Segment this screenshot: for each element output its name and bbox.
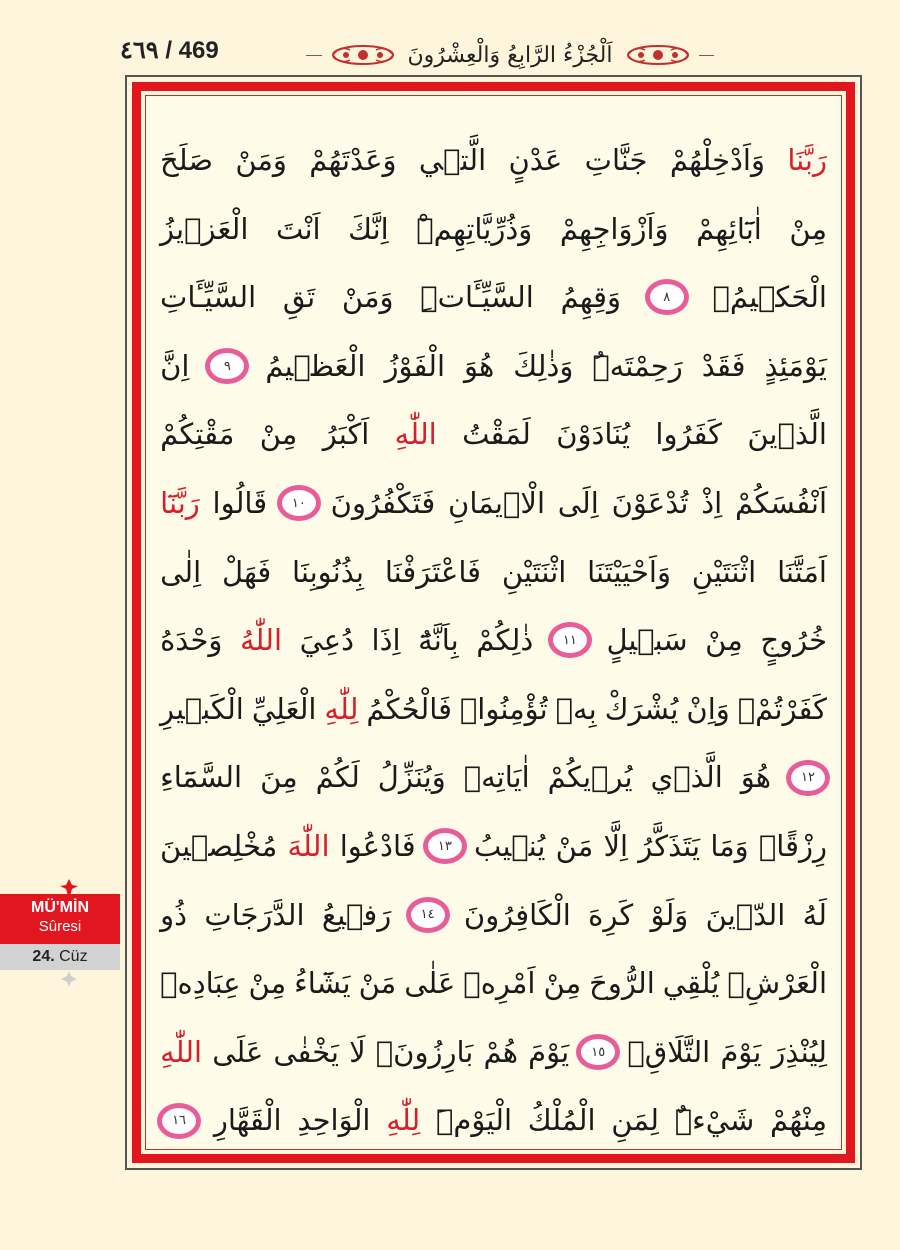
word: اللّٰهِ xyxy=(394,417,437,452)
word: اِلٰى xyxy=(160,554,202,589)
word: لِيُنْذِرَ xyxy=(771,1034,827,1069)
word: وَمَنْ xyxy=(341,280,394,315)
word: مُخْلِص۪ينَ xyxy=(160,828,278,863)
word: وَذُرِّيَّاتِهِمْۜ xyxy=(416,211,533,246)
word: اٰيَاتِه۪ xyxy=(463,760,530,795)
word: اثْنَتَيْنِ xyxy=(691,554,757,589)
word: وَاَدْخِلْهُمْ xyxy=(669,143,765,177)
juz-label-box xyxy=(0,944,120,970)
word: تَقِ xyxy=(282,280,316,315)
text-line xyxy=(160,743,827,812)
word: وَاِنْ xyxy=(686,691,730,726)
word: رَف۪يعُ xyxy=(321,897,392,932)
word: الْعَز۪يزُ xyxy=(160,211,249,246)
text-line xyxy=(160,675,827,744)
word: سَب۪يلٍ xyxy=(606,623,688,658)
word: وَمَا xyxy=(710,828,749,863)
juz-number: 24. xyxy=(32,948,55,965)
word: يَخْفٰى xyxy=(273,1034,340,1069)
fleur-icon xyxy=(60,970,78,988)
word: وَلَوْ xyxy=(650,897,689,932)
word: بِه۪ xyxy=(555,691,597,726)
word: التَّلَاقِۙ xyxy=(627,1034,711,1069)
word: تُدْعَوْنَ xyxy=(611,485,689,520)
word: اِلَّا xyxy=(603,828,629,863)
word: الدَّرَجَاتِ xyxy=(204,897,305,932)
word: هُمْ xyxy=(483,1034,519,1069)
word: هُوَ xyxy=(740,760,772,795)
word: دُعِيَ xyxy=(299,623,354,658)
word: اَمْرِه۪ xyxy=(463,966,536,1001)
word: الَّذ۪ينَ xyxy=(747,417,827,452)
text-line xyxy=(160,1018,827,1087)
word: مِنَ xyxy=(260,760,298,795)
word: لِلّٰهِ xyxy=(386,1103,421,1138)
word: تُؤْمِنُواۜ xyxy=(459,691,548,726)
word: جَنَّاتِ xyxy=(584,143,648,177)
juz-title-bar xyxy=(300,30,720,80)
word: اِذْ xyxy=(701,485,723,520)
text-line xyxy=(160,881,827,950)
word: يَتَذَكَّرُ xyxy=(638,828,701,863)
word: مِنْ xyxy=(543,966,582,1001)
word: اَمَتَّنَا xyxy=(777,554,827,589)
ayah-number-marker: ٨ xyxy=(648,282,686,312)
word: يَوْمَئِذٍ xyxy=(764,348,827,383)
text-line xyxy=(160,263,827,332)
word: اللّٰهَ xyxy=(287,828,330,863)
word: مِنْ xyxy=(705,623,743,658)
ayah-number-marker: ١١ xyxy=(551,625,589,655)
word: وَذٰلِكَ xyxy=(513,348,574,383)
word: فَاعْتَرَفْنَا xyxy=(384,554,482,589)
divider xyxy=(699,55,715,56)
word: يُلْقِي xyxy=(662,966,720,1001)
word: بِاَنَّهُٓ xyxy=(418,623,459,658)
word: مَنْ xyxy=(555,828,594,863)
word: لَمَقْتُ xyxy=(462,417,531,452)
word: رِزْقًاۜ xyxy=(758,828,827,863)
word: يُر۪يكُمْ xyxy=(547,760,633,795)
ayah-number-marker: ١٤ xyxy=(409,900,447,930)
word: وَيُنَزِّلُ xyxy=(377,760,446,795)
text-line xyxy=(160,469,827,538)
word: يُنَادَوْنَ xyxy=(556,417,631,452)
word: الْحَك۪يمُۙ xyxy=(712,280,827,315)
word: رَبَّنَٓا xyxy=(160,485,200,520)
word: الرُّوحَ xyxy=(589,966,655,1001)
word: لَهُ xyxy=(802,897,827,932)
ayah-number-marker: ١٢ xyxy=(789,763,827,793)
text-panel xyxy=(145,95,842,1150)
red-border xyxy=(132,82,855,1163)
divider xyxy=(306,55,322,56)
word: السَّيِّـَٔاتِ xyxy=(160,280,257,315)
word: وَاَحْيَيْتَنَا xyxy=(587,554,671,589)
word: السَّمَٓاءِ xyxy=(160,760,243,795)
word: الْا۪يمَانِ xyxy=(448,485,545,520)
word: وَاَزْوَاجِهِمْ xyxy=(559,211,669,246)
word: فَقَدْ xyxy=(701,348,746,383)
word: يَوْمَ xyxy=(720,1034,762,1069)
word: وَحْدَهُ xyxy=(160,623,223,658)
word: كَفَرْتُمْۚ xyxy=(737,691,827,726)
ayah-number-marker: ١٣ xyxy=(426,831,464,861)
surah-name: MÜ'MİN xyxy=(30,899,89,916)
word: رَحِمْتَهُۜ xyxy=(592,348,683,383)
word: الْيَوْمَۜ xyxy=(436,1103,513,1138)
word: اَنْفُسَكُمْ xyxy=(735,485,827,520)
word: عِبَادِه۪ xyxy=(160,966,241,1001)
word: لِمَنِ xyxy=(611,1103,659,1138)
word: وَقِهِمُ xyxy=(560,280,622,315)
word: لِلّٰهِ xyxy=(324,691,359,726)
word: قَالُوا xyxy=(212,485,268,520)
text-line xyxy=(160,949,827,1018)
word: يُن۪يبُ xyxy=(474,828,546,863)
word: مِنْهُمْ xyxy=(770,1103,827,1138)
word: اِذَا xyxy=(371,623,401,658)
word: شَيْءٌۜ xyxy=(674,1103,755,1138)
word: لَا xyxy=(349,1034,366,1069)
word: الْوَاحِدِ xyxy=(297,1103,371,1138)
word: فَالْحُكْمُ xyxy=(366,691,452,726)
word: الْقَهَّارِ xyxy=(213,1103,282,1138)
surah-label: Sûresi xyxy=(38,918,82,935)
text-line xyxy=(160,812,827,881)
ayah-number-marker: ٩ xyxy=(208,351,246,381)
word: ذُو xyxy=(160,897,188,932)
word: فَتَكْفُرُونَ xyxy=(330,485,436,520)
word: الَّذ۪ي xyxy=(650,760,723,795)
word: كَفَرُوا xyxy=(655,417,722,452)
word: اَنْتَ xyxy=(275,211,321,246)
ayah-number-marker: ١٠ xyxy=(280,488,318,518)
word: وَعَدْتَهُمْ xyxy=(309,143,397,177)
word: اَكْبَرُ xyxy=(322,417,370,452)
page-number: ٤٦٩ / 469 xyxy=(120,37,219,64)
word: عَدْنٍ xyxy=(508,143,563,177)
text-line xyxy=(160,126,827,195)
word: الْعَرْشِۚ xyxy=(727,966,827,1001)
word: فَهَلْ xyxy=(221,554,272,589)
word: مَنْ xyxy=(358,966,397,1001)
ayah-number-marker: ١٦ xyxy=(160,1106,198,1136)
word: السَّيِّـَٔاتِۜ xyxy=(420,280,534,315)
text-line xyxy=(160,195,827,264)
word: خُرُوجٍ xyxy=(760,623,827,658)
word: عَلَى xyxy=(212,1034,264,1069)
word: مِنْ xyxy=(248,966,287,1001)
juz-title: اَلْجُزْءُ الرَّابِعُ وَالْعِشْرُونَ xyxy=(407,42,613,68)
word: اللّٰهُ xyxy=(239,623,283,658)
text-line xyxy=(160,606,827,675)
word: رَبَّنَا xyxy=(787,143,827,177)
word: اللّٰهِ xyxy=(160,1034,203,1069)
word: صَلَحَ xyxy=(160,143,213,177)
word: يُشْرَكْ xyxy=(604,691,679,726)
word: الْفَوْزُ xyxy=(384,348,446,383)
word: مَقْتِكُمْ xyxy=(160,417,235,452)
text-line xyxy=(160,332,827,401)
text-line xyxy=(160,538,827,607)
text-line xyxy=(160,400,827,469)
word: الْمُلْكُ xyxy=(527,1103,596,1138)
word: كَرِهَ xyxy=(588,897,634,932)
word: الْكَب۪يرِ xyxy=(160,691,244,726)
ornament-icon xyxy=(328,40,398,70)
word: بِذُنُوبِنَا xyxy=(292,554,365,589)
word: يَوْمَ xyxy=(528,1034,570,1069)
word: مِنْ xyxy=(789,211,827,246)
word: الْكَافِرُونَ xyxy=(463,897,571,932)
word: اِنَّ xyxy=(160,348,190,383)
word: مِنْ xyxy=(259,417,298,452)
word: لَكُمْ xyxy=(315,760,360,795)
text-line xyxy=(160,1086,827,1155)
ayah-number-marker: ١٥ xyxy=(579,1037,617,1067)
page-frame xyxy=(125,75,862,1170)
word: اثْنَتَيْنِ xyxy=(501,554,567,589)
word: الَّت۪ي xyxy=(418,143,487,177)
word: عَلٰى xyxy=(404,966,456,1001)
word: بَارِزُونَۚ xyxy=(375,1034,474,1069)
word: الْعَلِيِّ xyxy=(251,691,317,726)
word: فَادْعُوا xyxy=(339,828,416,863)
word: اٰبَٓائِهِمْ xyxy=(696,211,762,246)
word: ذٰلِكُمْ xyxy=(476,623,534,658)
word: اِنَّكَ xyxy=(348,211,389,246)
surah-label-box xyxy=(0,894,120,944)
word: يَشَٓاءُ xyxy=(294,966,351,1001)
word: الْعَظ۪يمُ xyxy=(265,348,366,383)
quran-text xyxy=(160,126,827,1155)
ornament-icon xyxy=(623,40,693,70)
juz-label: Cüz xyxy=(59,948,88,965)
word: وَمَنْ xyxy=(235,143,287,177)
word: الدّ۪ينَ xyxy=(705,897,786,932)
word: اِلَى xyxy=(557,485,599,520)
word: هُوَ xyxy=(463,348,495,383)
